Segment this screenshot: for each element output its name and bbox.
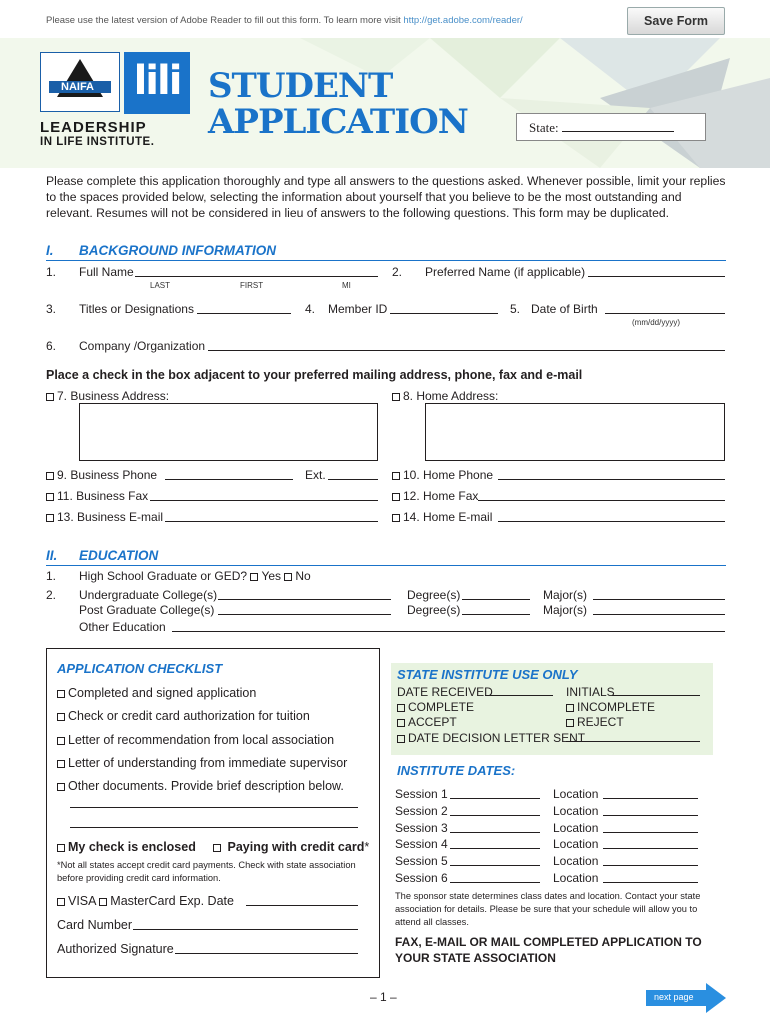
last-label: LAST <box>150 281 171 290</box>
session-1-field[interactable] <box>450 788 540 799</box>
mastercard-checkbox[interactable] <box>99 898 107 906</box>
dob-format: (mm/dd/yyyy) <box>632 318 680 327</box>
ug-degree-label: Degree(s) <box>407 588 461 602</box>
high-school-row <box>79 569 311 583</box>
home-email-label: 14. Home E-mail <box>403 510 493 524</box>
initials-field[interactable] <box>612 685 700 696</box>
home-phone-row[interactable] <box>392 468 493 482</box>
credit-card-row[interactable] <box>213 840 369 854</box>
session-2-field[interactable] <box>450 805 540 816</box>
incomplete-row[interactable] <box>566 700 655 714</box>
business-address-label[interactable] <box>46 389 169 403</box>
adobe-note-text: Please use the latest version of Adobe Reader to fill out this form. To learn more visit <box>46 15 404 26</box>
pg-degree-label: Degree(s) <box>407 603 461 617</box>
location-3-field[interactable] <box>603 822 698 833</box>
business-email-label: 13. Business E-mail <box>57 510 164 524</box>
titles-field[interactable] <box>197 303 291 314</box>
credit-card-asterisk: * <box>364 840 370 854</box>
mailing-instruction: Place a check in the box adjacent to your preferred mailing address, phone, fax and e-mail <box>46 368 583 382</box>
decision-checkbox[interactable] <box>397 735 405 743</box>
decision-row[interactable] <box>397 731 585 745</box>
card-number-label: Card Number <box>57 918 133 932</box>
section1-divider <box>46 260 726 261</box>
mi-label: MI <box>342 281 351 290</box>
q3-number: 3. <box>46 302 57 316</box>
checklist-checkbox-3[interactable] <box>57 737 65 745</box>
home-fax-field[interactable] <box>478 490 725 501</box>
visa-checkbox[interactable] <box>57 898 65 906</box>
save-form-button[interactable]: Save Form <box>627 7 725 35</box>
business-address-text: 7. Business Address: <box>57 389 170 403</box>
q1-number: 1. <box>46 265 57 279</box>
location-6-label: Location <box>553 871 599 885</box>
q6-number: 6. <box>46 339 57 353</box>
q4-number: 4. <box>305 302 316 316</box>
accept-checkbox[interactable] <box>397 719 405 727</box>
checklist-label-4: Letter of understanding from immediate supervisor <box>68 756 348 770</box>
business-fax-label: 11. Business Fax <box>57 489 149 503</box>
location-2-label: Location <box>553 803 599 818</box>
edu-q2-number: 2. <box>46 588 57 602</box>
postgrad-field[interactable] <box>218 604 391 615</box>
home-email-field[interactable] <box>498 511 725 522</box>
session-3-label: Session 3 <box>395 820 448 835</box>
checklist-checkbox-2[interactable] <box>57 713 65 721</box>
in-life-institute-text: IN LIFE INSTITUTE. <box>40 136 155 148</box>
leadership-text: LEADERSHIP <box>40 119 147 136</box>
home-fax-row[interactable] <box>392 489 478 503</box>
business-phone-row[interactable] <box>46 468 157 482</box>
lili-logo: lili <box>124 52 190 114</box>
home-address-checkbox[interactable] <box>392 393 400 401</box>
complete-row[interactable] <box>397 700 474 714</box>
member-id-field[interactable] <box>390 303 498 314</box>
accept-row[interactable] <box>397 715 457 729</box>
company-label: Company /Organization <box>79 339 206 353</box>
home-email-row[interactable] <box>392 510 492 524</box>
incomplete-checkbox[interactable] <box>566 704 574 712</box>
session-1-label: Session 1 <box>395 787 448 801</box>
section2-title: EDUCATION <box>79 548 159 563</box>
complete-checkbox[interactable] <box>397 704 405 712</box>
edu-q1-number: 1. <box>46 569 57 583</box>
checklist-label-1: Completed and signed application <box>68 686 257 700</box>
location-4-label: Location <box>553 837 599 852</box>
state-label: State: <box>529 120 559 135</box>
location-5-label: Location <box>553 854 599 869</box>
section1-number: I. <box>46 243 54 258</box>
pg-major-label: Major(s) <box>543 603 587 617</box>
yes-label: Yes <box>261 569 282 583</box>
initials-label: INITIALS <box>566 685 615 699</box>
home-phone-field[interactable] <box>498 469 725 480</box>
session-4-field[interactable] <box>450 838 540 849</box>
checklist-label-5: Other documents. Provide brief description below. <box>68 779 344 793</box>
session-2-label: Session 2 <box>395 803 448 818</box>
undergrad-label: Undergraduate College(s) <box>79 588 218 602</box>
full-name-field[interactable] <box>135 266 378 277</box>
member-id-label: Member ID <box>328 302 388 316</box>
pg-major-field[interactable] <box>593 604 725 615</box>
business-fax-field[interactable] <box>150 490 378 501</box>
session-5-field[interactable] <box>450 855 540 866</box>
checklist-label-3: Letter of recommendation from local association <box>68 733 335 747</box>
section2-divider <box>46 565 726 566</box>
next-page-label: next page <box>654 992 694 1002</box>
business-fax-checkbox[interactable] <box>46 493 54 501</box>
decision-label: DATE DECISION LETTER SENT <box>408 731 586 745</box>
credit-note-2: before providing credit card information. <box>57 873 221 883</box>
postgrad-label: Post Graduate College(s) <box>79 603 215 617</box>
intro-paragraph: Please complete this application thoroughly and type all answers to the questions asked. Whenever possible, limit your replies to the spaces provided below, selecting the information about yourself that you believe to be the most outstanding and relevant. Resumes will not be considered in lieu of answers to the following questions. This form may be duplicated. <box>46 174 726 220</box>
company-field[interactable] <box>208 340 725 351</box>
institute-dates-title: INSTITUTE DATES: <box>397 763 516 778</box>
full-name-label: Full Name <box>79 265 134 279</box>
home-address-topline <box>425 403 725 404</box>
checklist-item-4[interactable] <box>57 756 347 770</box>
section1-title: BACKGROUND INFORMATION <box>79 243 276 258</box>
no-label: No <box>295 569 311 583</box>
home-fax-label: 12. Home Fax <box>403 489 479 503</box>
fax-instruction-1: FAX, E-MAIL OR MAIL COMPLETED APPLICATION TO <box>395 935 702 949</box>
checklist-item-2[interactable] <box>57 709 310 723</box>
home-email-checkbox[interactable] <box>392 514 400 522</box>
business-fax-row[interactable] <box>46 489 148 503</box>
business-address-topline <box>79 403 378 404</box>
ug-major-field[interactable] <box>593 589 725 600</box>
next-page-button[interactable] <box>646 983 728 1016</box>
naifa-logo <box>40 52 120 112</box>
checklist-item-1[interactable] <box>57 686 256 700</box>
home-phone-checkbox[interactable] <box>392 472 400 480</box>
checklist-checkbox-4[interactable] <box>57 760 65 768</box>
complete-label: COMPLETE <box>408 700 475 714</box>
location-1-label: Location <box>553 787 599 801</box>
dates-note-3: attend all classes. <box>395 917 469 927</box>
state-line <box>562 121 674 132</box>
business-address-checkbox[interactable] <box>46 393 54 401</box>
location-5-field[interactable] <box>603 855 698 866</box>
fax-instruction-2: YOUR STATE ASSOCIATION <box>395 951 556 965</box>
ext-label: Ext. <box>305 468 326 482</box>
check-enclosed-label: My check is enclosed <box>68 840 196 854</box>
dob-label: Date of Birth <box>531 302 598 316</box>
pg-degree-field[interactable] <box>462 604 530 615</box>
credit-card-checkbox[interactable] <box>213 844 221 852</box>
ug-degree-field[interactable] <box>462 589 530 600</box>
other-education-label: Other Education <box>79 620 166 634</box>
checklist-item-5[interactable] <box>57 779 344 793</box>
adobe-note <box>46 15 523 26</box>
reject-checkbox[interactable] <box>566 719 574 727</box>
signature-label: Authorized Signature <box>57 942 174 956</box>
dates-note-2: association for details. Please be sure that your schedule will allow you to <box>395 904 698 914</box>
date-received-field[interactable] <box>485 685 553 696</box>
session-6-label: Session 6 <box>395 871 448 885</box>
description-line-1[interactable] <box>70 807 358 808</box>
business-email-field[interactable] <box>165 511 378 522</box>
ext-field[interactable] <box>328 469 378 480</box>
business-phone-field[interactable] <box>165 469 293 480</box>
checklist-title: APPLICATION CHECKLIST <box>57 661 223 676</box>
session-3-field[interactable] <box>450 822 540 833</box>
date-received-label: DATE RECEIVED <box>397 685 493 699</box>
state-use-title: STATE INSTITUTE USE ONLY <box>397 667 578 682</box>
business-phone-label: 9. Business Phone <box>57 468 158 482</box>
check-enclosed-row[interactable] <box>57 840 196 854</box>
page-number: – 1 – <box>370 990 397 1004</box>
business-phone-checkbox[interactable] <box>46 472 54 480</box>
session-5-label: Session 5 <box>395 854 448 869</box>
visa-label: VISA <box>68 894 96 908</box>
card-number-field[interactable] <box>133 919 358 930</box>
location-1-field[interactable] <box>603 788 698 799</box>
ug-major-label: Major(s) <box>543 588 587 602</box>
session-4-label: Session 4 <box>395 837 448 852</box>
home-address-label[interactable] <box>392 389 498 403</box>
location-4-field[interactable] <box>603 838 698 849</box>
other-education-field[interactable] <box>172 621 725 632</box>
undergrad-field[interactable] <box>218 589 391 600</box>
checklist-checkbox-5[interactable] <box>57 783 65 791</box>
q2-number: 2. <box>392 265 403 279</box>
location-2-field[interactable] <box>603 805 698 816</box>
exp-date-field[interactable] <box>246 895 358 906</box>
title-student: STUDENT <box>208 66 393 106</box>
session-6-field[interactable] <box>450 872 540 883</box>
credit-note-1: *Not all states accept credit card payments. Check with state association <box>57 860 356 870</box>
credit-card-label: Paying with credit card <box>227 840 365 854</box>
first-label: FIRST <box>240 281 264 290</box>
signature-field[interactable] <box>175 943 358 954</box>
description-line-2[interactable] <box>70 827 358 828</box>
checklist-item-3[interactable] <box>57 733 334 747</box>
naifa-text: NAIFA <box>61 81 94 93</box>
titles-label: Titles or Designations <box>79 302 194 316</box>
home-phone-label: 10. Home Phone <box>403 468 494 482</box>
business-email-row[interactable] <box>46 510 163 524</box>
reject-row[interactable] <box>566 715 624 729</box>
home-address-box[interactable] <box>425 403 725 461</box>
dates-note-1: The sponsor state determines class dates and location. Contact your state <box>395 891 701 901</box>
dob-field[interactable] <box>605 303 725 314</box>
no-checkbox[interactable] <box>284 573 292 581</box>
preferred-name-label: Preferred Name (if applicable) <box>425 265 586 279</box>
section2-number: II. <box>46 548 58 563</box>
accept-label: ACCEPT <box>408 715 457 729</box>
location-3-label: Location <box>553 820 599 835</box>
checklist-checkbox-1[interactable] <box>57 690 65 698</box>
home-fax-checkbox[interactable] <box>392 493 400 501</box>
adobe-link[interactable]: http://get.adobe.com/reader/ <box>403 15 523 26</box>
mastercard-label: MasterCard <box>110 894 176 908</box>
title-application: APPLICATION <box>208 102 468 142</box>
high-school-label: High School Graduate or GED? <box>79 569 248 583</box>
home-address-text: 8. Home Address: <box>403 389 499 403</box>
checklist-label-2: Check or credit card authorization for tuition <box>68 709 310 723</box>
business-email-checkbox[interactable] <box>46 514 54 522</box>
card-type-row <box>57 894 234 908</box>
location-6-field[interactable] <box>603 872 698 883</box>
q5-number: 5. <box>510 302 521 316</box>
yes-checkbox[interactable] <box>250 573 258 581</box>
preferred-name-field[interactable] <box>588 266 725 277</box>
business-address-box[interactable] <box>79 403 378 461</box>
incomplete-label: INCOMPLETE <box>577 700 656 714</box>
check-enclosed-checkbox[interactable] <box>57 844 65 852</box>
reject-label: REJECT <box>577 715 624 729</box>
state-field[interactable] <box>516 113 706 141</box>
exp-date-label: Exp. Date <box>179 894 234 908</box>
decision-field[interactable] <box>566 731 700 742</box>
